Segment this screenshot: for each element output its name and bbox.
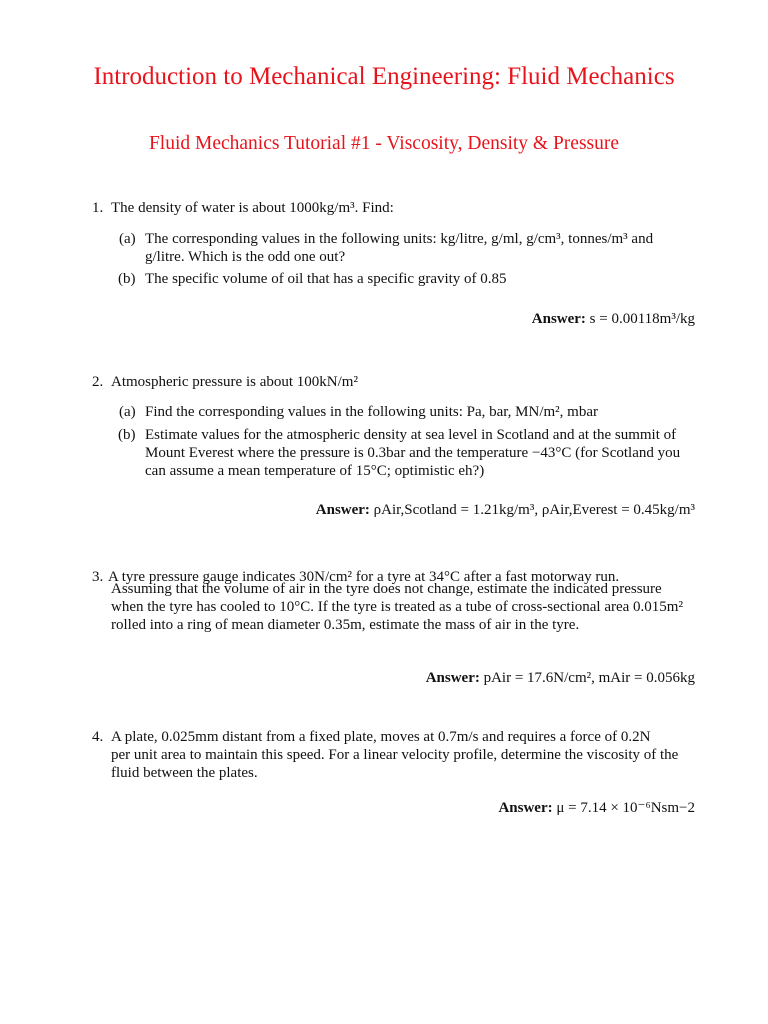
question-1-text: The density of water is about 1000kg/m³. Find: <box>111 200 394 216</box>
page-title: Introduction to Mechanical Engineering: Fluid Mechanics <box>93 63 675 90</box>
answer-value: pAir = 17.6N/cm², mAir = 0.056kg <box>483 670 695 686</box>
question-4-number: 4. <box>92 729 104 745</box>
answer-label: Answer: <box>498 800 553 816</box>
question-1b-label: (b) <box>118 271 136 287</box>
question-2b-line-1: Estimate values for the atmospheric density at sea level in Scotland and at the summit of <box>145 427 677 443</box>
question-2-number: 2. <box>92 374 104 390</box>
question-2-answer <box>316 501 695 519</box>
question-1a-line-2: g/litre. Which is the odd one out? <box>145 249 346 265</box>
question-3-number: 3. <box>92 569 104 585</box>
answer-value: s = 0.00118m³/kg <box>589 311 695 327</box>
answer-value: μ = 7.14 × 10⁻⁶Nsm−2 <box>556 800 695 816</box>
question-3-line-1: A tyre pressure gauge indicates 30N/cm² for a tyre at 34°C after a fast motorway run. <box>108 569 620 585</box>
question-4-line-1: A plate, 0.025mm distant from a fixed plate, moves at 0.7m/s and requires a force of 0.2N <box>111 729 651 745</box>
answer-label: Answer: <box>425 670 480 686</box>
question-2a-label: (a) <box>119 404 136 420</box>
question-1a-label: (a) <box>119 231 136 247</box>
question-1-number: 1. <box>92 200 104 216</box>
question-1b-line-1: The specific volume of oil that has a specific gravity of 0.85 <box>145 271 507 287</box>
question-3-answer <box>426 669 695 687</box>
question-2-text: Atmospheric pressure is about 100kN/m² <box>111 374 358 390</box>
tutorial-subtitle: Fluid Mechanics Tutorial #1 - Viscosity, Density & Pressure <box>148 133 620 154</box>
answer-value: ρAir,Scotland = 1.21kg/m³, ρAir,Everest = 0.45kg/m³ <box>373 502 695 518</box>
question-4-line-3: fluid between the plates. <box>111 765 258 781</box>
answer-label: Answer: <box>531 311 586 327</box>
question-3-line-3: when the tyre has cooled to 10°C. If the tyre is treated as a tube of cross-sectional area 0.015m² <box>111 599 683 615</box>
question-2a-line-1: Find the corresponding values in the following units: Pa, bar, MN/m², mbar <box>145 404 599 420</box>
question-2b-line-3: can assume a mean temperature of 15°C; optimistic eh?) <box>145 463 485 479</box>
question-3-line-4: rolled into a ring of mean diameter 0.35m, estimate the mass of air in the tyre. <box>111 617 580 633</box>
question-2b-line-2: Mount Everest where the pressure is 0.3bar and the temperature −43°C (for Scotland you <box>145 445 681 461</box>
question-3-line-2: Assuming that the volume of air in the tyre does not change, estimate the indicated pressure <box>111 581 662 597</box>
question-2b-label: (b) <box>118 427 136 443</box>
question-1-answer <box>532 310 695 328</box>
question-1a-line-1: The corresponding values in the following units: kg/litre, g/ml, g/cm³, tonnes/m³ and <box>145 231 654 247</box>
question-4-line-2: per unit area to maintain this speed. For a linear velocity profile, determine the viscosity of the <box>111 747 679 763</box>
answer-label: Answer: <box>315 502 370 518</box>
question-4-answer <box>498 799 695 817</box>
